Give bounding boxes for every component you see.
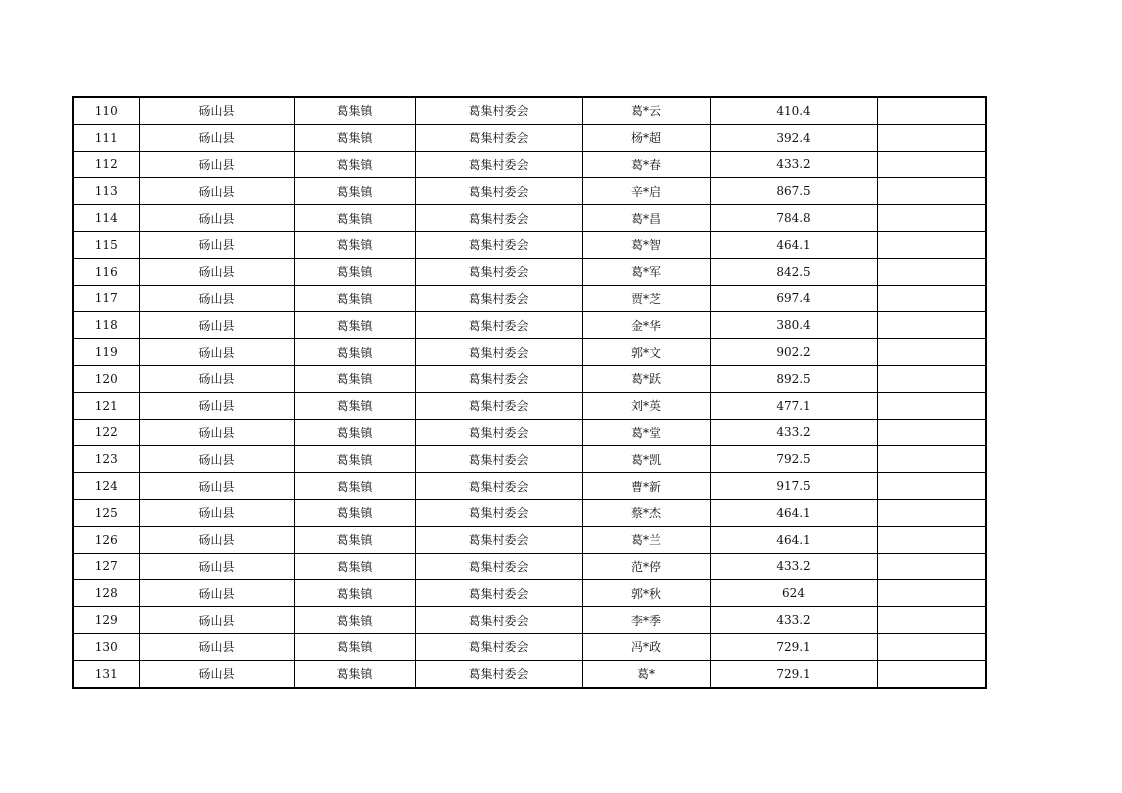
person-name-cell: 葛*跃 xyxy=(582,365,710,392)
village-committee-cell: 葛集村委会 xyxy=(415,285,582,312)
town-cell: 葛集镇 xyxy=(294,178,415,205)
village-committee-cell: 葛集村委会 xyxy=(415,312,582,339)
town-cell: 葛集镇 xyxy=(294,607,415,634)
amount-cell: 784.8 xyxy=(710,205,877,232)
village-committee-cell: 葛集村委会 xyxy=(415,607,582,634)
amount-cell: 624 xyxy=(710,580,877,607)
row-number-cell: 124 xyxy=(73,473,139,500)
town-cell: 葛集镇 xyxy=(294,151,415,178)
person-name-cell: 金*华 xyxy=(582,312,710,339)
town-cell: 葛集镇 xyxy=(294,124,415,151)
remark-cell xyxy=(877,446,986,473)
person-name-cell: 冯*政 xyxy=(582,633,710,660)
village-committee-cell: 葛集村委会 xyxy=(415,446,582,473)
county-cell: 砀山县 xyxy=(139,473,294,500)
table-row xyxy=(73,446,986,473)
person-name-cell: 葛*昌 xyxy=(582,205,710,232)
table-row xyxy=(73,499,986,526)
village-committee-cell: 葛集村委会 xyxy=(415,392,582,419)
person-name-cell: 葛* xyxy=(582,660,710,687)
amount-cell: 917.5 xyxy=(710,473,877,500)
county-cell: 砀山县 xyxy=(139,526,294,553)
person-name-cell: 李*季 xyxy=(582,607,710,634)
table-row xyxy=(73,97,986,124)
town-cell: 葛集镇 xyxy=(294,392,415,419)
person-name-cell: 贾*芝 xyxy=(582,285,710,312)
amount-cell: 464.1 xyxy=(710,231,877,258)
county-cell: 砀山县 xyxy=(139,607,294,634)
county-cell: 砀山县 xyxy=(139,499,294,526)
table-row xyxy=(73,473,986,500)
county-cell: 砀山县 xyxy=(139,553,294,580)
county-cell: 砀山县 xyxy=(139,258,294,285)
town-cell: 葛集镇 xyxy=(294,97,415,124)
person-name-cell: 辛*启 xyxy=(582,178,710,205)
remark-cell xyxy=(877,392,986,419)
amount-cell: 867.5 xyxy=(710,178,877,205)
amount-cell: 477.1 xyxy=(710,392,877,419)
table-row xyxy=(73,392,986,419)
table-row xyxy=(73,660,986,687)
amount-cell: 464.1 xyxy=(710,499,877,526)
amount-cell: 380.4 xyxy=(710,312,877,339)
table-row xyxy=(73,633,986,660)
town-cell: 葛集镇 xyxy=(294,258,415,285)
county-cell: 砀山县 xyxy=(139,633,294,660)
person-name-cell: 郭*文 xyxy=(582,339,710,366)
row-number-cell: 125 xyxy=(73,499,139,526)
village-committee-cell: 葛集村委会 xyxy=(415,231,582,258)
town-cell: 葛集镇 xyxy=(294,419,415,446)
table-row xyxy=(73,258,986,285)
village-committee-cell: 葛集村委会 xyxy=(415,660,582,687)
person-name-cell: 葛*云 xyxy=(582,97,710,124)
row-number-cell: 127 xyxy=(73,553,139,580)
row-number-cell: 130 xyxy=(73,633,139,660)
amount-cell: 433.2 xyxy=(710,151,877,178)
row-number-cell: 117 xyxy=(73,285,139,312)
table-row xyxy=(73,419,986,446)
remark-cell xyxy=(877,339,986,366)
remark-cell xyxy=(877,124,986,151)
amount-cell: 902.2 xyxy=(710,339,877,366)
remark-cell xyxy=(877,151,986,178)
table-row xyxy=(73,553,986,580)
remark-cell xyxy=(877,607,986,634)
row-number-cell: 129 xyxy=(73,607,139,634)
row-number-cell: 111 xyxy=(73,124,139,151)
town-cell: 葛集镇 xyxy=(294,339,415,366)
remark-cell xyxy=(877,365,986,392)
remark-cell xyxy=(877,285,986,312)
county-cell: 砀山县 xyxy=(139,178,294,205)
village-committee-cell: 葛集村委会 xyxy=(415,633,582,660)
county-cell: 砀山县 xyxy=(139,231,294,258)
village-committee-cell: 葛集村委会 xyxy=(415,526,582,553)
county-cell: 砀山县 xyxy=(139,419,294,446)
row-number-cell: 131 xyxy=(73,660,139,687)
row-number-cell: 123 xyxy=(73,446,139,473)
county-cell: 砀山县 xyxy=(139,124,294,151)
row-number-cell: 126 xyxy=(73,526,139,553)
table-row xyxy=(73,526,986,553)
village-committee-cell: 葛集村委会 xyxy=(415,97,582,124)
amount-cell: 729.1 xyxy=(710,633,877,660)
amount-cell: 433.2 xyxy=(710,419,877,446)
remark-cell xyxy=(877,660,986,687)
remark-cell xyxy=(877,553,986,580)
person-name-cell: 葛*智 xyxy=(582,231,710,258)
county-cell: 砀山县 xyxy=(139,151,294,178)
town-cell: 葛集镇 xyxy=(294,473,415,500)
table-row xyxy=(73,285,986,312)
village-committee-cell: 葛集村委会 xyxy=(415,205,582,232)
town-cell: 葛集镇 xyxy=(294,633,415,660)
row-number-cell: 120 xyxy=(73,365,139,392)
amount-cell: 392.4 xyxy=(710,124,877,151)
town-cell: 葛集镇 xyxy=(294,580,415,607)
table-row xyxy=(73,178,986,205)
person-name-cell: 葛*凯 xyxy=(582,446,710,473)
village-committee-cell: 葛集村委会 xyxy=(415,365,582,392)
remark-cell xyxy=(877,633,986,660)
person-name-cell: 刘*英 xyxy=(582,392,710,419)
county-cell: 砀山县 xyxy=(139,205,294,232)
table-row xyxy=(73,580,986,607)
person-name-cell: 杨*超 xyxy=(582,124,710,151)
row-number-cell: 116 xyxy=(73,258,139,285)
town-cell: 葛集镇 xyxy=(294,553,415,580)
row-number-cell: 121 xyxy=(73,392,139,419)
person-name-cell: 曹*新 xyxy=(582,473,710,500)
village-committee-cell: 葛集村委会 xyxy=(415,258,582,285)
person-name-cell: 葛*军 xyxy=(582,258,710,285)
amount-cell: 464.1 xyxy=(710,526,877,553)
town-cell: 葛集镇 xyxy=(294,312,415,339)
village-committee-cell: 葛集村委会 xyxy=(415,124,582,151)
remark-cell xyxy=(877,526,986,553)
village-committee-cell: 葛集村委会 xyxy=(415,178,582,205)
person-name-cell: 葛*兰 xyxy=(582,526,710,553)
village-committee-cell: 葛集村委会 xyxy=(415,553,582,580)
town-cell: 葛集镇 xyxy=(294,446,415,473)
amount-cell: 410.4 xyxy=(710,97,877,124)
town-cell: 葛集镇 xyxy=(294,205,415,232)
roster-table xyxy=(72,96,987,689)
amount-cell: 433.2 xyxy=(710,607,877,634)
row-number-cell: 110 xyxy=(73,97,139,124)
county-cell: 砀山县 xyxy=(139,312,294,339)
county-cell: 砀山县 xyxy=(139,339,294,366)
table-row xyxy=(73,124,986,151)
amount-cell: 892.5 xyxy=(710,365,877,392)
table-row xyxy=(73,339,986,366)
remark-cell xyxy=(877,499,986,526)
village-committee-cell: 葛集村委会 xyxy=(415,339,582,366)
row-number-cell: 113 xyxy=(73,178,139,205)
remark-cell xyxy=(877,231,986,258)
village-committee-cell: 葛集村委会 xyxy=(415,151,582,178)
county-cell: 砀山县 xyxy=(139,285,294,312)
table-row xyxy=(73,231,986,258)
person-name-cell: 范*停 xyxy=(582,553,710,580)
village-committee-cell: 葛集村委会 xyxy=(415,580,582,607)
person-name-cell: 蔡*杰 xyxy=(582,499,710,526)
table-body xyxy=(73,97,986,688)
table-row xyxy=(73,151,986,178)
person-name-cell: 葛*春 xyxy=(582,151,710,178)
remark-cell xyxy=(877,580,986,607)
county-cell: 砀山县 xyxy=(139,97,294,124)
amount-cell: 433.2 xyxy=(710,553,877,580)
town-cell: 葛集镇 xyxy=(294,231,415,258)
row-number-cell: 128 xyxy=(73,580,139,607)
row-number-cell: 114 xyxy=(73,205,139,232)
county-cell: 砀山县 xyxy=(139,580,294,607)
row-number-cell: 112 xyxy=(73,151,139,178)
person-name-cell: 葛*堂 xyxy=(582,419,710,446)
remark-cell xyxy=(877,473,986,500)
row-number-cell: 119 xyxy=(73,339,139,366)
table-row xyxy=(73,365,986,392)
row-number-cell: 115 xyxy=(73,231,139,258)
county-cell: 砀山县 xyxy=(139,660,294,687)
county-cell: 砀山县 xyxy=(139,392,294,419)
village-committee-cell: 葛集村委会 xyxy=(415,419,582,446)
amount-cell: 842.5 xyxy=(710,258,877,285)
town-cell: 葛集镇 xyxy=(294,285,415,312)
person-name-cell: 郭*秋 xyxy=(582,580,710,607)
amount-cell: 792.5 xyxy=(710,446,877,473)
village-committee-cell: 葛集村委会 xyxy=(415,499,582,526)
county-cell: 砀山县 xyxy=(139,446,294,473)
amount-cell: 729.1 xyxy=(710,660,877,687)
remark-cell xyxy=(877,419,986,446)
row-number-cell: 118 xyxy=(73,312,139,339)
county-cell: 砀山县 xyxy=(139,365,294,392)
row-number-cell: 122 xyxy=(73,419,139,446)
amount-cell: 697.4 xyxy=(710,285,877,312)
remark-cell xyxy=(877,312,986,339)
town-cell: 葛集镇 xyxy=(294,526,415,553)
remark-cell xyxy=(877,258,986,285)
table-row xyxy=(73,205,986,232)
table-row xyxy=(73,607,986,634)
town-cell: 葛集镇 xyxy=(294,499,415,526)
remark-cell xyxy=(877,97,986,124)
village-committee-cell: 葛集村委会 xyxy=(415,473,582,500)
remark-cell xyxy=(877,205,986,232)
town-cell: 葛集镇 xyxy=(294,660,415,687)
remark-cell xyxy=(877,178,986,205)
table-row xyxy=(73,312,986,339)
town-cell: 葛集镇 xyxy=(294,365,415,392)
